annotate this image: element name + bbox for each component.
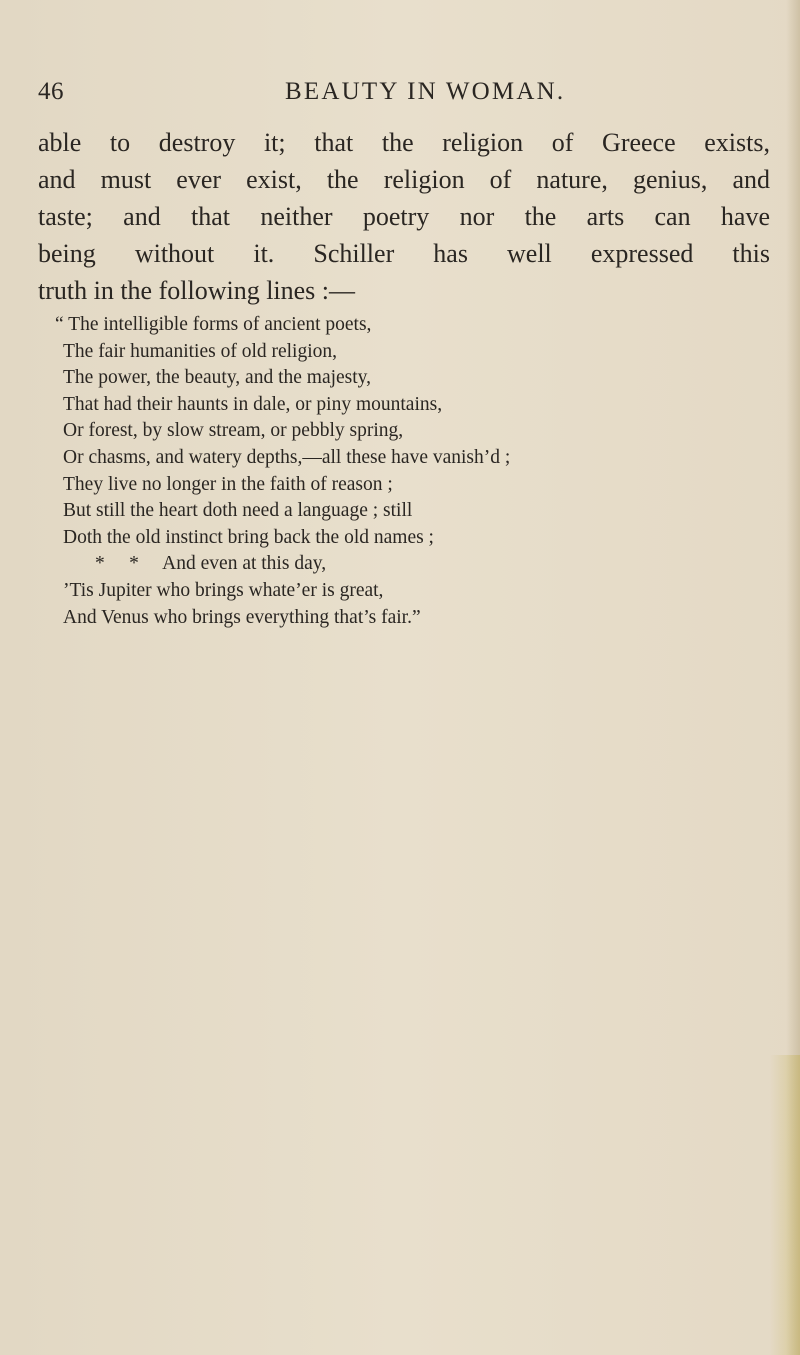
paragraph-line: able to destroy it; that the religion of Greece exists, (38, 128, 770, 157)
verse-line: That had their haunts in dale, or piny mountains, (63, 393, 443, 415)
paragraph-line: and must ever exist, the religion of nature, genius, and (38, 165, 770, 194)
verse-line-ellipsis: * * And even at this day, (95, 553, 327, 575)
page-header (38, 78, 758, 114)
page-number: 46 (38, 78, 64, 105)
verse-line: ’Tis Jupiter who brings whate’er is great, (63, 579, 384, 601)
verse-line: Or chasms, and watery depths,—all these have vanish’d ; (63, 446, 511, 468)
paragraph-line: truth in the following lines :— (38, 276, 356, 305)
paragraph-line: being without it. Schiller has well expressed this (38, 239, 770, 268)
verse-line: “ The intelligible forms of ancient poets, (55, 314, 372, 335)
body-paragraph (38, 124, 770, 309)
verse-line: And Venus who brings everything that’s fair.” (63, 606, 421, 628)
verse-line: They live no longer in the faith of reason ; (63, 473, 393, 495)
running-title: BEAUTY IN WOMAN. (285, 78, 566, 105)
verse-line: The power, the beauty, and the majesty, (63, 367, 372, 389)
verse-quotation (55, 312, 763, 631)
verse-line: Or forest, by slow stream, or pebbly spring, (63, 420, 404, 442)
verse-line: Doth the old instinct bring back the old names ; (63, 526, 434, 548)
verse-line: But still the heart doth need a language ; still (63, 500, 413, 522)
page-edge-stain (770, 1055, 800, 1355)
verse-line: The fair humanities of old religion, (63, 340, 338, 362)
paragraph-line: taste; and that neither poetry nor the arts can have (38, 202, 770, 231)
